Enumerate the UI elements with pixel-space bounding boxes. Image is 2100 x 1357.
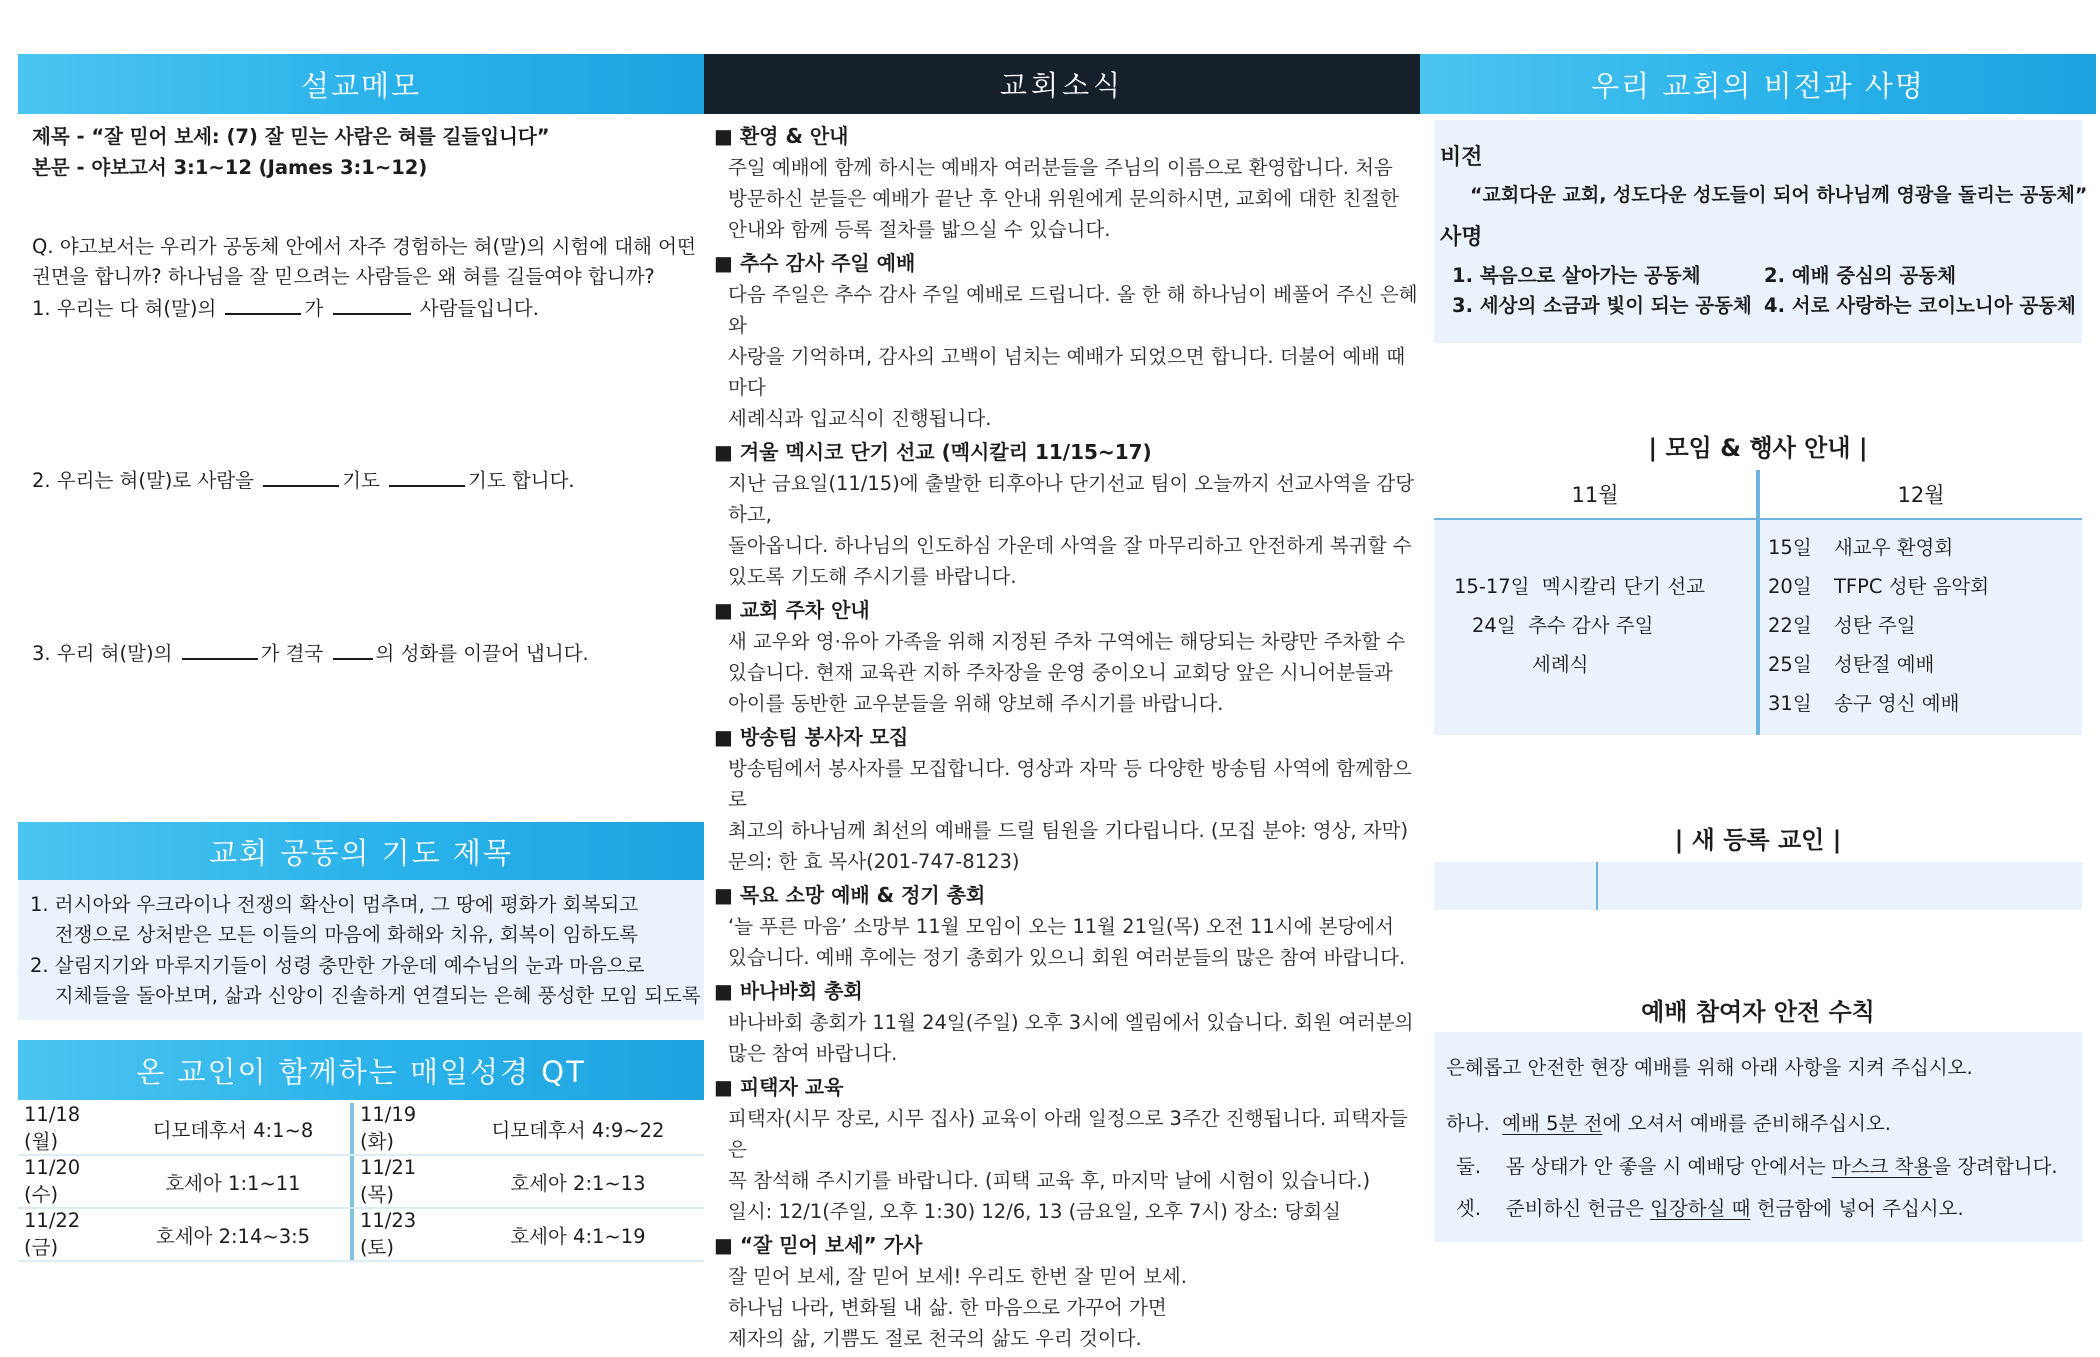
- qt-date: 11/21 (목): [354, 1155, 452, 1208]
- news-item-title: ■ 목요 소망 예배 & 정기 총회: [714, 880, 1420, 911]
- safety-intro: 은혜롭고 안전한 현장 예배를 위해 아래 사항을 지켜 주십시오.: [1446, 1056, 1973, 1079]
- fill-blank[interactable]: [182, 638, 258, 660]
- news-header: [704, 54, 1420, 114]
- prayer-line: 2. 살림지기와 마루지기들이 성령 충만한 가운데 예수님의 눈과 마음으로: [30, 954, 645, 977]
- rule-text: 을 장려합니다.: [1932, 1155, 2058, 1178]
- qt-reading: 디모데후서 4:1~8: [116, 1103, 350, 1155]
- vision-statement: “교회다운 교회, 성도다운 성도들이 되어 하나님께 영광을 돌리는 공동체”: [1470, 184, 2088, 206]
- rule-emphasis: 입장하실 때: [1650, 1197, 1751, 1220]
- point1-text-c: 사람들입니다.: [419, 297, 539, 320]
- prayer-panel: [18, 880, 704, 1020]
- events-dec-header: 12월: [1760, 470, 2082, 518]
- safety-rule-3: [1456, 1193, 1964, 1224]
- news-item-line: 문의: 한 효 목사(201-747-8123): [728, 850, 1020, 873]
- qt-date: 11/19 (화): [354, 1103, 452, 1155]
- event-item: [1768, 649, 1934, 680]
- newcomers-divider: [1596, 862, 1598, 910]
- point2-text-a: 2. 우리는 혀(말)로 사람을: [32, 469, 254, 492]
- events-title: | 모임 & 행사 안내 |: [1648, 434, 1868, 462]
- sermon-title: 제목 - “잘 믿어 보세: (7) 잘 믿는 사람은 혀를 길들입니다”: [32, 125, 550, 148]
- rule-label: 셋.: [1456, 1197, 1482, 1220]
- newcomers-panel: [1434, 862, 2082, 910]
- event-item: [1454, 571, 1705, 602]
- point3-text-a: 3. 우리 혀(말)의: [32, 642, 173, 665]
- qt-date: 11/18 (월): [18, 1103, 116, 1155]
- news-item-line: 돌아옵니다. 하나님의 인도하심 가운데 사역을 잘 마무리하고 안전하게 복귀할 수: [728, 534, 1412, 557]
- event-date: 15일: [1768, 536, 1812, 559]
- qt-date: 11/23 (토): [354, 1208, 452, 1261]
- news-item-line: 잘 믿어 보세, 잘 믿어 보세! 우리도 한번 잘 믿어 보세.: [728, 1265, 1187, 1288]
- qt-table: [18, 1103, 704, 1262]
- news-item-title: ■ “잘 믿어 보세” 가사: [714, 1230, 1420, 1261]
- event-text: 성탄 주일: [1834, 614, 1916, 637]
- fill-blank[interactable]: [389, 465, 465, 487]
- event-date: 15-17일: [1454, 575, 1530, 598]
- rule-text: 헌금함에 넣어 주십시오.: [1750, 1197, 1964, 1220]
- event-item: [1768, 610, 1916, 641]
- qt-reading: 호세아 2:14~3:5: [116, 1208, 350, 1261]
- event-text: 추수 감사 주일: [1528, 614, 1654, 637]
- news-item-line: 있습니다. 예배 후에는 정기 총회가 있으니 회원 여러분들의 많은 참여 바랍니다.: [728, 946, 1406, 969]
- point1-text-b: 가: [304, 297, 324, 320]
- sermon-header: [18, 54, 704, 114]
- qt-header-label: 온 교인이 함께하는 매일성경 QT: [136, 1054, 586, 1089]
- rule-text: 에 오셔서 예배를 준비해주십시오.: [1602, 1112, 1891, 1135]
- table-row: [18, 1155, 704, 1208]
- mission-item: 3. 세상의 소금과 빛이 되는 공동체: [1452, 294, 1752, 317]
- news-item: [714, 880, 1420, 973]
- news-item-line: 있습니다. 현재 교육관 지하 주차장을 운영 중이오니 교회당 앞은 시니어분들과: [728, 661, 1393, 684]
- event-date: 20일: [1768, 575, 1812, 598]
- news-item: [714, 722, 1420, 877]
- news-item-title: ■ 방송팀 봉사자 모집: [714, 722, 1420, 753]
- news-item-line: ‘늘 푸른 마음’ 소망부 11월 모임이 오는 11월 21일(목) 오전 11시에 본당에서: [728, 915, 1394, 938]
- vision-label: 비전: [1440, 145, 1483, 170]
- news-item-line: 많은 참여 바랍니다.: [728, 1042, 898, 1065]
- events-column-divider: [1756, 470, 1760, 735]
- sermon-point-3: [32, 638, 589, 669]
- news-item-line: 사랑을 기억하며, 감사의 고백이 넘치는 예배가 되었으면 합니다. 더불어 예배 때마다: [728, 345, 1406, 399]
- event-item: [1532, 649, 1589, 680]
- events-panel: [1434, 470, 2082, 735]
- qt-reading: 디모데후서 4:9~22: [452, 1103, 704, 1155]
- news-item-line: 일시: 12/1(주일, 오후 1:30) 12/6, 13 (금요일, 오후 7시) 장소: 당회실: [728, 1200, 1341, 1223]
- point2-text-c: 기도 합니다.: [468, 469, 575, 492]
- newcomers-title: | 새 등록 교인 |: [1674, 826, 1842, 854]
- news-item-line: 방송팀에서 봉사자를 모집합니다. 영상과 자막 등 다양한 방송팀 사역에 함께함으로: [728, 757, 1412, 811]
- news-item-title: ■ 추수 감사 주일 예배: [714, 248, 1420, 279]
- qt-header: [18, 1040, 704, 1100]
- qt-date: 11/22 (금): [18, 1208, 116, 1261]
- rule-label: 하나.: [1446, 1112, 1490, 1135]
- prayer-header-label: 교회 공동의 기도 제목: [209, 835, 513, 870]
- safety-title: 예배 참여자 안전 수칙: [1641, 998, 1875, 1026]
- sermon-passage: 본문 - 야보고서 3:1~12 (James 3:1~12): [32, 156, 428, 179]
- news-item: [714, 121, 1420, 245]
- vision-header-label: 우리 교회의 비전과 사명: [1591, 68, 1925, 103]
- news-item-line: 제자의 삶, 기쁨도 절로 천국의 삶도 우리 것이다.: [728, 1327, 1142, 1350]
- news-item-line: 피택자(시무 장로, 시무 집사) 교육이 아래 일정으로 3주간 진행됩니다. 피택자들은: [728, 1107, 1408, 1161]
- event-text: 세례식: [1532, 653, 1589, 676]
- prayer-line: 전쟁으로 상처받은 모든 이들의 마음에 화해와 치유, 회복이 임하도록: [30, 923, 639, 946]
- news-item-title: ■ 겨울 멕시코 단기 선교 (멕시칼리 11/15~17): [714, 437, 1420, 468]
- news-item-line: 새 교우와 영·유아 가족을 위해 지정된 주차 구역에는 해당되는 차량만 주차할 수: [728, 630, 1406, 653]
- rule-text: 몸 상태가 안 좋을 시 예배당 안에서는: [1505, 1155, 1832, 1178]
- event-text: 멕시칼리 단기 선교: [1541, 575, 1705, 598]
- sermon-point-2: [32, 465, 575, 496]
- point3-text-b: 가 결국: [260, 642, 324, 665]
- news-item-line: 방문하신 분들은 예배가 끝난 후 안내 위원에게 문의하시면, 교회에 대한 친절한: [728, 187, 1399, 210]
- news-item: [714, 595, 1420, 719]
- event-text: 새교우 환영회: [1834, 536, 1954, 559]
- sermon-header-label: 설교메모: [300, 68, 422, 103]
- mission-label: 사명: [1440, 225, 1483, 250]
- news-item-line: 최고의 하나님께 최선의 예배를 드릴 팀원을 기다립니다. (모집 분야: 영상, 자막): [728, 819, 1409, 842]
- event-date: 25일: [1768, 653, 1812, 676]
- rule-emphasis: 마스크 착용: [1831, 1155, 1933, 1178]
- rule-emphasis: 예배 5분 전: [1502, 1112, 1603, 1135]
- point3-text-c: 의 성화를 이끌어 냅니다.: [375, 642, 589, 665]
- qt-date: 11/20 (수): [18, 1155, 116, 1208]
- news-list: [714, 121, 1420, 1357]
- news-item: [714, 437, 1420, 592]
- news-item-title: ■ 교회 주차 안내: [714, 595, 1420, 626]
- events-nov-header: 11월: [1434, 470, 1756, 518]
- event-text: TFPC 성탄 음악회: [1834, 575, 1990, 598]
- mission-item: 2. 예배 중심의 공동체: [1764, 264, 1957, 287]
- news-item-title: ■ 환영 & 안내: [714, 121, 1420, 152]
- prayer-line: 1. 러시아와 우크라이나 전쟁의 확산이 멈추며, 그 땅에 평화가 회복되고: [30, 893, 639, 916]
- prayer-line: 지체들을 돌아보며, 삶과 신앙이 진솔하게 연결되는 은혜 풍성한 모임 되도록: [30, 984, 701, 1007]
- news-item: [714, 1072, 1420, 1227]
- news-item-line: 지난 금요일(11/15)에 출발한 티후아나 단기선교 팀이 오늘까지 선교사역을 감당하고,: [728, 472, 1415, 526]
- event-item: [1768, 688, 1959, 719]
- table-row: [18, 1103, 704, 1155]
- qt-reading: 호세아 2:1~13: [452, 1155, 704, 1208]
- event-text: 성탄절 예배: [1834, 653, 1935, 676]
- event-item: [1472, 610, 1653, 641]
- prayer-header: [18, 822, 704, 880]
- fill-blank[interactable]: [263, 465, 339, 487]
- news-item-line: 바나바회 총회가 11월 24일(주일) 오후 3시에 엘림에서 있습니다. 회원 여러분의: [728, 1011, 1414, 1034]
- news-item: [714, 248, 1420, 434]
- safety-rule-1: [1446, 1108, 1891, 1139]
- event-date: 31일: [1768, 692, 1812, 715]
- sermon-question-line1: Q. 야고보서는 우리가 공동체 안에서 자주 경험하는 혀(말)의 시험에 대해 어떤: [32, 235, 696, 258]
- sermon-question-line2: 권면을 합니까? 하나님을 잘 믿으려는 사람들은 왜 혀를 길들여야 합니까?: [32, 265, 655, 288]
- news-item-line: 있도록 기도해 주시기를 바랍니다.: [728, 565, 1017, 588]
- point1-text-a: 1. 우리는 다 혀(말)의: [32, 297, 217, 320]
- news-item: [714, 976, 1420, 1069]
- mission-item: 4. 서로 사랑하는 코이노니아 공동체: [1764, 294, 2076, 317]
- fill-blank[interactable]: [333, 293, 411, 315]
- qt-reading: 호세아 4:1~19: [452, 1208, 704, 1261]
- news-header-label: 교회소식: [999, 69, 1125, 102]
- news-item-line: 주일 예배에 함께 하시는 예배자 여러분들을 주님의 이름으로 환영합니다. 처음: [728, 156, 1393, 179]
- sermon-point-1: [32, 293, 539, 324]
- mission-item: 1. 복음으로 살아가는 공동체: [1452, 264, 1701, 287]
- fill-blank[interactable]: [225, 293, 301, 315]
- safety-rule-2: [1456, 1151, 2058, 1182]
- vision-panel: [1434, 120, 2088, 343]
- fill-blank[interactable]: [333, 638, 373, 660]
- event-date: 24일: [1472, 614, 1516, 637]
- rule-text: 준비하신 헌금은: [1505, 1197, 1651, 1220]
- news-item-title: ■ 바나바회 총회: [714, 976, 1420, 1007]
- news-item-line: 다음 주일은 추수 감사 주일 예배로 드립니다. 올 한 해 하나님이 베풀어 주신 은혜와: [728, 283, 1418, 337]
- news-item-line: 꼭 참석해 주시기를 바랍니다. (피택 교육 후, 마지막 날에 시험이 있습니다.): [728, 1169, 1371, 1192]
- news-item-title: ■ 피택자 교육: [714, 1072, 1420, 1103]
- event-item: [1768, 532, 1953, 563]
- qt-reading: 호세아 1:1~11: [116, 1155, 350, 1208]
- vision-header: [1420, 54, 2096, 114]
- table-row: [18, 1208, 704, 1261]
- event-date: 22일: [1768, 614, 1812, 637]
- news-item: [714, 1230, 1420, 1354]
- point2-text-b: 기도: [342, 469, 380, 492]
- rule-label: 둘.: [1456, 1155, 1482, 1178]
- news-item-line: 아이를 동반한 교우분들을 위해 양보해 주시기를 바랍니다.: [728, 692, 1224, 715]
- news-item-line: 하나님 나라, 변화될 내 삶. 한 마음으로 가꾸어 가면: [728, 1296, 1167, 1319]
- news-item-line: 안내와 함께 등록 절차를 밟으실 수 있습니다.: [728, 218, 1111, 241]
- safety-panel: [1434, 1032, 2082, 1242]
- event-item: [1768, 571, 1989, 602]
- news-item-line: 세례식과 입교식이 진행됩니다.: [728, 407, 992, 430]
- event-text: 송구 영신 예배: [1834, 692, 1960, 715]
